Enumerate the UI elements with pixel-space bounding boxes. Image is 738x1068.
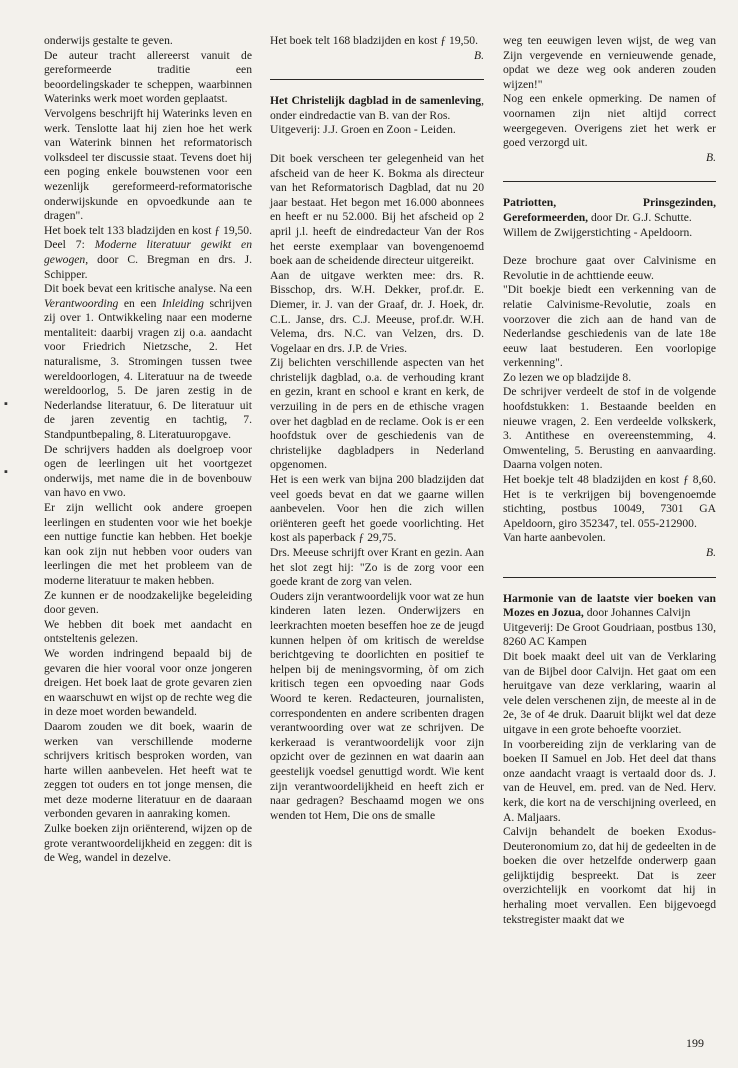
text: Deel 7: [44, 238, 95, 252]
paragraph: Zulke boeken zijn oriënterend, wijzen op de grote verantwoordelijkheid en zeggen: dit is de Weg, wandel in dezelve. [44, 822, 252, 865]
paragraph: Zij belichten verschillende aspecten van het christelijk dagblad, o.a. de verhouding krant en gezin, krant en school e krant en kerk, de verzuiling in de pers en de ethische vragen over het dagblad en de reclame. Ook is er een hoofdstuk over de geschiedenis van de christelijke dagbladpers in Nederland opgenomen. [270, 356, 484, 472]
section-divider [503, 181, 716, 182]
paragraph: Nog een enkele opmerking. De namen of voornamen zijn niet altijd correct weergegeven. Overigens ziet het werk er goed verzorgd uit. [503, 92, 716, 150]
paragraph: Daarom zouden we dit boek, waarin de werken van verschillende moderne schrijvers kritisch besproken worden, van harte willen aanbevelen. Het heeft wat te zeggen tot ouders en tot jonge mensen, die met deze moderne literatuur en de daaraan verbonden gevaren in aanraking komen. [44, 719, 252, 821]
paragraph: Er zijn wellicht ook andere groepen leerlingen en studenten voor wie het boekje een nuttige functie kan hebben. Het boekje kan ook zijn nut hebben voor ouders van leerlingen die met het probleem van de moderne literatuur te maken hebben. [44, 501, 252, 587]
publisher-line: Willem de Zwijgerstichting - Apeldoorn. [503, 225, 693, 239]
review-heading [503, 592, 716, 621]
paragraph: We hebben dit boek met aandacht en ontsteltenis gelezen. [44, 617, 252, 646]
emphasis: Inleiding [162, 296, 204, 310]
paragraph: weg ten eeuwigen leven wijst, de weg van Zijn vergevende en vernieuwende genade, opdat we deze weg ook anderen zouden wijzen!" [503, 34, 716, 91]
section-divider [270, 79, 484, 80]
text: , door C. Bregman en drs. J. Schipper. [44, 252, 252, 281]
paragraph: De auteur tracht allereerst vanuit de gereformeerde traditie een beoordelingskader te scheppen, waarbinnen Waterinks werk moet worden geplaatst. [44, 48, 252, 106]
section-divider [503, 577, 716, 578]
review-author: door Johannes Calvijn [583, 606, 691, 620]
review-heading [270, 94, 484, 123]
publisher-line: Uitgeverij: De Groot Goudriaan, postbus 130, 8260 AC Kampen [503, 620, 716, 649]
review-title: Patriotten, Prinsgezinden, Gereformeerden, [503, 196, 716, 224]
paragraph: De schrijvers hadden als doelgroep voor ogen de leerlingen uit het voortgezet onderwijs, met name die in de bovenbouw van havo en vwo. [44, 442, 252, 500]
review-editor: , onder eindredactie van B. van der Ros. [270, 94, 484, 122]
publisher-line: Uitgeverij: J.J. Groen en Zoon - Leiden. [270, 123, 456, 137]
paragraph: Zo lezen we op bladzijde 8. [503, 370, 632, 384]
paragraph: Het is een werk van bijna 200 bladzijden dat veel goeds bevat en dat we gaarne willen aanbevelen. Voor hen die zich willen oriënteren geeft het goede voorlichting. Het kost als paperback ƒ 29,75. [270, 473, 484, 545]
review-author: door Dr. G.J. Schutte. [588, 210, 692, 224]
paragraph: Ouders zijn verantwoordelijk voor wat ze hun kinderen laten lezen. Onderwijzers en leerkrachten moeten beseffen hoe ze de jeugd kunnen helpen òf om kritisch de wereldse berichtgeving te doorlichten en positief te helpen bij de meningsvorming, òf om zich kritisch tegen een opvoeding naar Gods Woord te keren. Redacteuren, journalisten, correspondenten en andere scribenten dragen verantwoording over wat ze schrijven. De kerkeraad is verantwoordelijk voor zijn opzicht over de gezinnen en wat daarin aan geestelijk voedsel genuttigd wordt. Wie kent zijn verantwoordelijkheid en heeft zich er naar gedragen? Beschaamd mogen we ons wenden tot Hem, Die ons de smalle [270, 589, 484, 822]
paragraph: Aan de uitgave werkten mee: drs. R. Bisschop, drs. W.H. Dekker, prof.dr. E. Diemer, ir. J. van der Graaf, dr. J. Hoek, dr. C.L. Janse, drs. C.J. Meeuse, prof.dr. W.H. Velema, drs. N.C. van Velzen, drs. D. Vogelaar en drs. J.P. de Vries. [270, 268, 484, 355]
paragraph: onderwijs gestalte te geven. [44, 34, 173, 47]
column-left [44, 34, 252, 866]
paragraph [44, 282, 252, 443]
spacer [503, 240, 716, 254]
paragraph: Calvijn behandelt de boeken Exodus-Deuteronomium zo, dat hij de gedeelten in de boeken die over hetzelfde onderwerp gaan gelijktijdig bespreekt. Dat is zeer overzichtelijk en voorkomt dat hij in herhaling moet vervallen. Een bijgevoegd tekstregister maakt dat we [503, 825, 716, 926]
text: schrijven zij over 1. Ontwikkeling naar een moderne mentaliteit: daarbij vragen zij o.a. aandacht voor Friedrich Nietzsche, 2. Het naturalisme, 3. Stromingen tussen twee wereldoorlogen, 4. Literatuur na de tweede wereldoorlog, 5. De jaren zestig in de Nederlandse literatuur, 6. De literatuur uit de jaren zeventig en tachtig, 7. Standpuntbepaling, 8. Literatuuropgave. [44, 296, 252, 442]
paragraph: Dit boek maakt deel uit van de Verklaring van de Bijbel door Calvijn. Het gaat om een heruitgave van deze verklaring, waarin al vele delen verschenen zijn, de meeste al in de 2e, 3e of 4e druk. Daaruit blijkt wel dat deze uitgave in een grote behoefte voorziet. [503, 649, 716, 736]
review-heading [503, 196, 716, 225]
review-title: Het Christelijk dagblad in de samenleving [270, 94, 482, 108]
margin-mark: ▪ [4, 466, 8, 478]
paragraph: Het boek telt 133 bladzijden en kost ƒ 19,50. [44, 223, 253, 237]
paragraph: De schrijver verdeelt de stof in de volgende hoofdstukken: 1. Bestaande beelden en nieuwe vragen, 2. Een verdeelde volkskerk, 3. Antithese en overeenstemming, 4. Omwenteling, 5. Berusting en aanvaarding. Daarna volgen noten. [503, 385, 716, 472]
text: en een [118, 296, 163, 310]
review-signature: B. [706, 546, 716, 559]
text: Dit boek bevat een kritische analyse. Na een [44, 282, 252, 296]
review-signature: B. [474, 48, 484, 62]
paragraph: Van harte aanbevolen. [503, 531, 606, 545]
paragraph: Het boek telt 168 bladzijden en kost ƒ 19,50. [270, 34, 479, 47]
review-title: Harmonie van de laatste vier boeken van Mozes en Jozua, [503, 591, 716, 620]
paragraph: Het boekje telt 48 bladzijden en kost ƒ 8,60. Het is te verkrijgen bij bovengenoemde stichting, postbus 10049, 7301 GA Apeldoorn, giro 352347, tel. 055-212900. [503, 473, 716, 530]
margin-mark: ▪ [4, 398, 8, 410]
book-entry-part7 [44, 238, 252, 282]
page-number: 199 [686, 1036, 704, 1050]
column-right [503, 34, 716, 927]
paragraph: "Dit boekje biedt een verkenning van de relatie Calvinisme-Revolutie, zoals en voorzover die zich aan de hand van de Nederlandse geschiedenis van de late 18e eeuw laat bestuderen. Een voorlopige verkenning". [503, 283, 716, 370]
book-title: Moderne literatuur gewikt en gewogen [44, 238, 253, 266]
review-signature: B. [706, 150, 716, 164]
paragraph: Vervolgens beschrijft hij Waterinks leven en werk. Tenslotte laat hij zien hoe het werk van Waterink binnen het reformatorisch volksdeel ter discussie staat. Tevens doet hij een poging enkele bouwstenen voor een wezenlijk gereformeerd-reformatorische onderwijskunde en opvoedkunde aan te dragen". [44, 106, 252, 223]
paragraph: We worden indringend bepaald bij de gevaren die hier vooral voor onze jongeren dreigen. Het boek laat de grote gevaren zien en waarschuwt en wijst op de rechte weg die in deze moet worden bewandeld. [44, 646, 252, 719]
paragraph: Deze brochure gaat over Calvinisme en Revolutie in de achttiende eeuw. [503, 254, 716, 282]
spacer [270, 138, 484, 152]
emphasis: Verantwoording [44, 296, 119, 310]
paragraph: Dit boek verscheen ter gelegenheid van het afscheid van de heer K. Bokma als directeur van het Reformatorisch Dagblad, dat nu 20 jaar bestaat. Het begon met 16.000 abonnees en heeft er nu 52.000. Bij het afscheid op 2 april j.l. heeft de eindredacteur Van der Ros het eerste exemplaar van bovengenoemd boek aan de scheidende directeur uitgereikt. [270, 151, 484, 268]
paragraph: Ze kunnen er de noodzakelijke begeleiding door geven. [44, 588, 252, 617]
column-middle [270, 34, 484, 823]
paragraph: In voorbereiding zijn de verklaring van de boeken II Samuel en Job. Het deel dat thans onze aandacht vraagt is vertaald door ds. J. van de Heuvel, em. pred. van de Ned. Herv. kerk, die kort na de verschijning overleed, en A. Maljaars. [503, 737, 716, 824]
paragraph: Drs. Meeuse schrijft over Krant en gezin. Aan het slot zegt hij: "Zo is de zorg voor een goede krant de zorg van velen. [270, 546, 484, 589]
